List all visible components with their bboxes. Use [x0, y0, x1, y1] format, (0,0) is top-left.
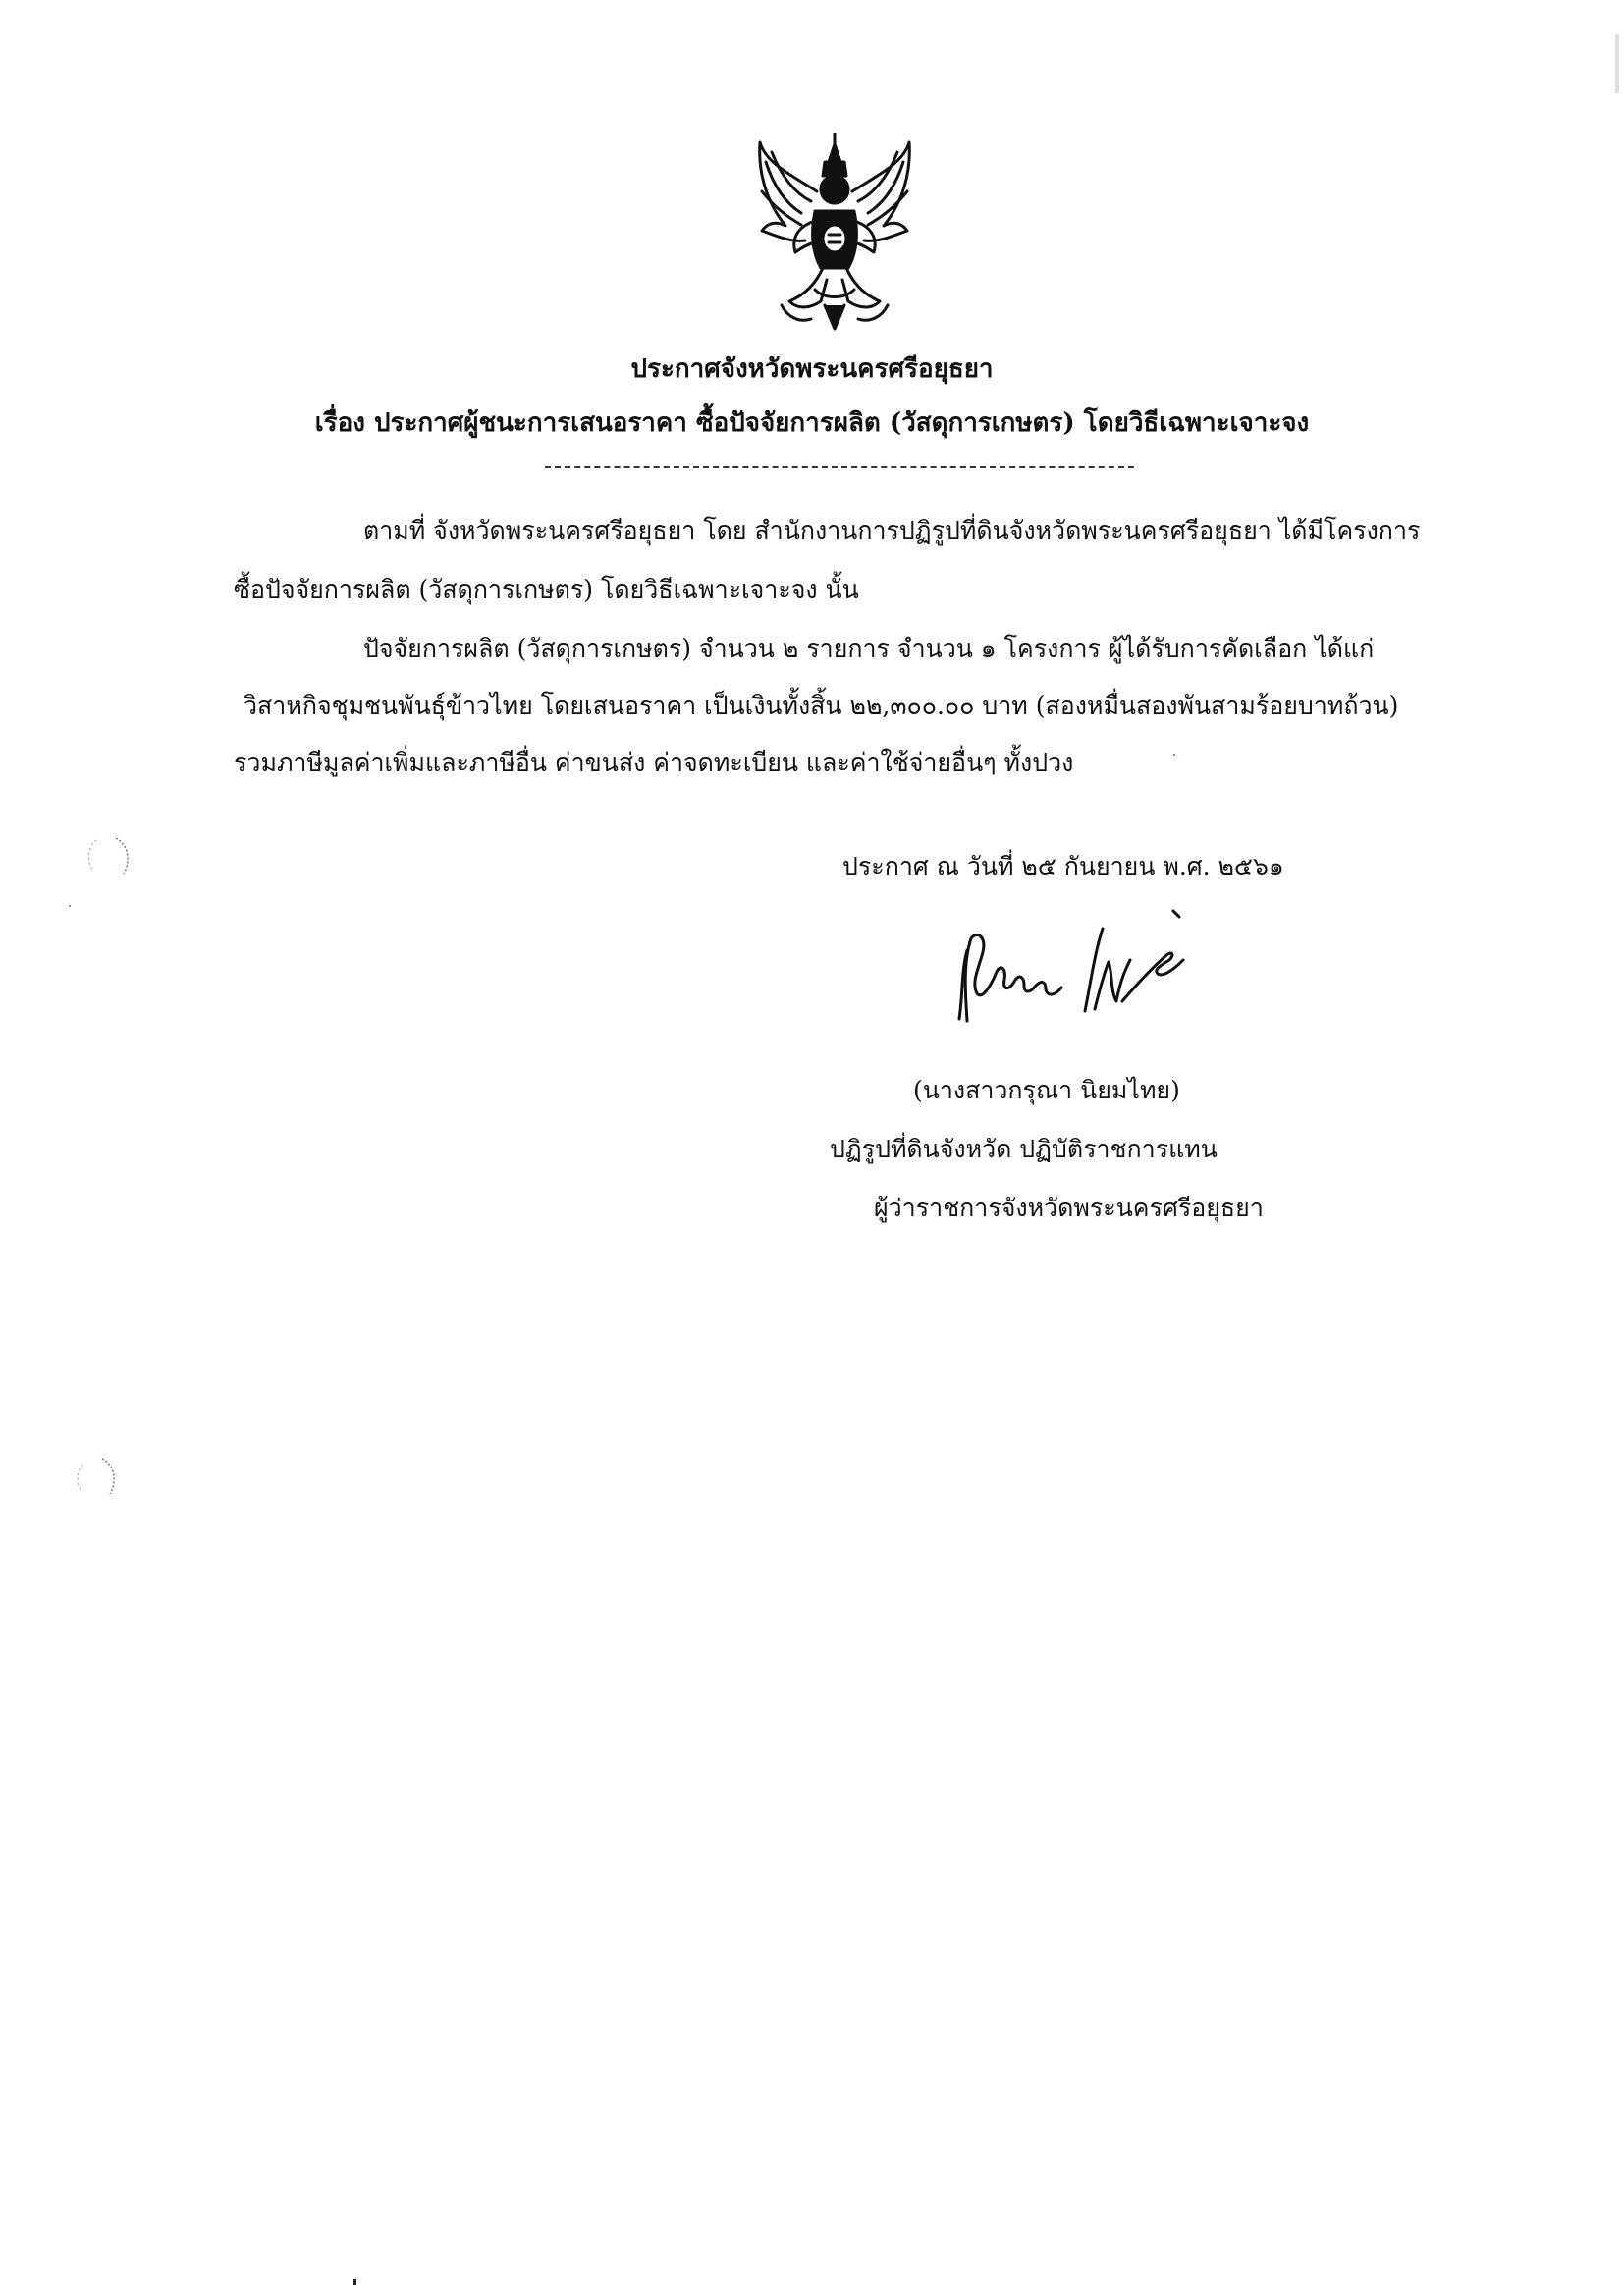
title-divider — [545, 466, 1134, 468]
punch-hole-mark — [69, 1453, 120, 1504]
signer-position-2: ผู้ว่าราชการจังหวัดพระนครศรีอยุธยา — [874, 1194, 1264, 1222]
garuda-emblem-icon — [746, 133, 923, 339]
scan-speck — [1173, 754, 1175, 756]
scan-edge — [1615, 34, 1619, 93]
scan-speck — [69, 905, 71, 907]
announcement-date: ประกาศ ณ วันที่ ๒๕ กันยายน พ.ศ. ๒๕๖๑ — [842, 852, 1284, 881]
scan-speck — [353, 2279, 356, 2285]
signer-name: (นางสาวกรุณา นิยมไทย) — [913, 1076, 1180, 1104]
body-line-5: รวมภาษีมูลค่าเพิ่มและภาษีอื่น ค่าขนส่ง ค่าจดทะเบียน และค่าใช้จ่ายอื่นๆ ทั้งปวง — [234, 748, 1074, 776]
announcement-title: ประกาศจังหวัดพระนครศรีอยุธยา — [630, 354, 994, 384]
body-line-1: ตามที่ จังหวัดพระนครศรีอยุธยา โดย สำนักงานการปฏิรูปที่ดินจังหวัดพระนครศรีอยุธยา ได้มีโครงการ — [363, 516, 1421, 545]
body-line-3: ปัจจัยการผลิต (วัสดุการเกษตร) จำนวน ๒ รายการ จำนวน ๑ โครงการ ผู้ได้รับการคัดเลือก ได้แก่ — [363, 634, 1375, 663]
signature-image — [947, 903, 1193, 1036]
punch-hole-mark — [82, 832, 134, 883]
signer-position-1: ปฏิรูปที่ดินจังหวัด ปฏิบัติราชการแทน — [830, 1135, 1218, 1163]
body-line-2: ซื้อปัจจัยการผลิต (วัสดุการเกษตร) โดยวิธีเฉพาะเจาะจง นั้น — [234, 575, 859, 604]
body-line-4: วิสาหกิจชุมชนพันธุ์ข้าวไทย โดยเสนอราคา เป็นเงินทั้งสิ้น ๒๒,๓๐๐.๐๐ บาท (สองหมื่นสองพันสามร้อยบาทถ้วน) — [244, 691, 1399, 720]
announcement-subject: เรื่อง ประกาศผู้ชนะการเสนอราคา ซื้อปัจจัยการผลิต (วัสดุการเกษตร) โดยวิธีเฉพาะเจาะจง — [314, 408, 1310, 438]
